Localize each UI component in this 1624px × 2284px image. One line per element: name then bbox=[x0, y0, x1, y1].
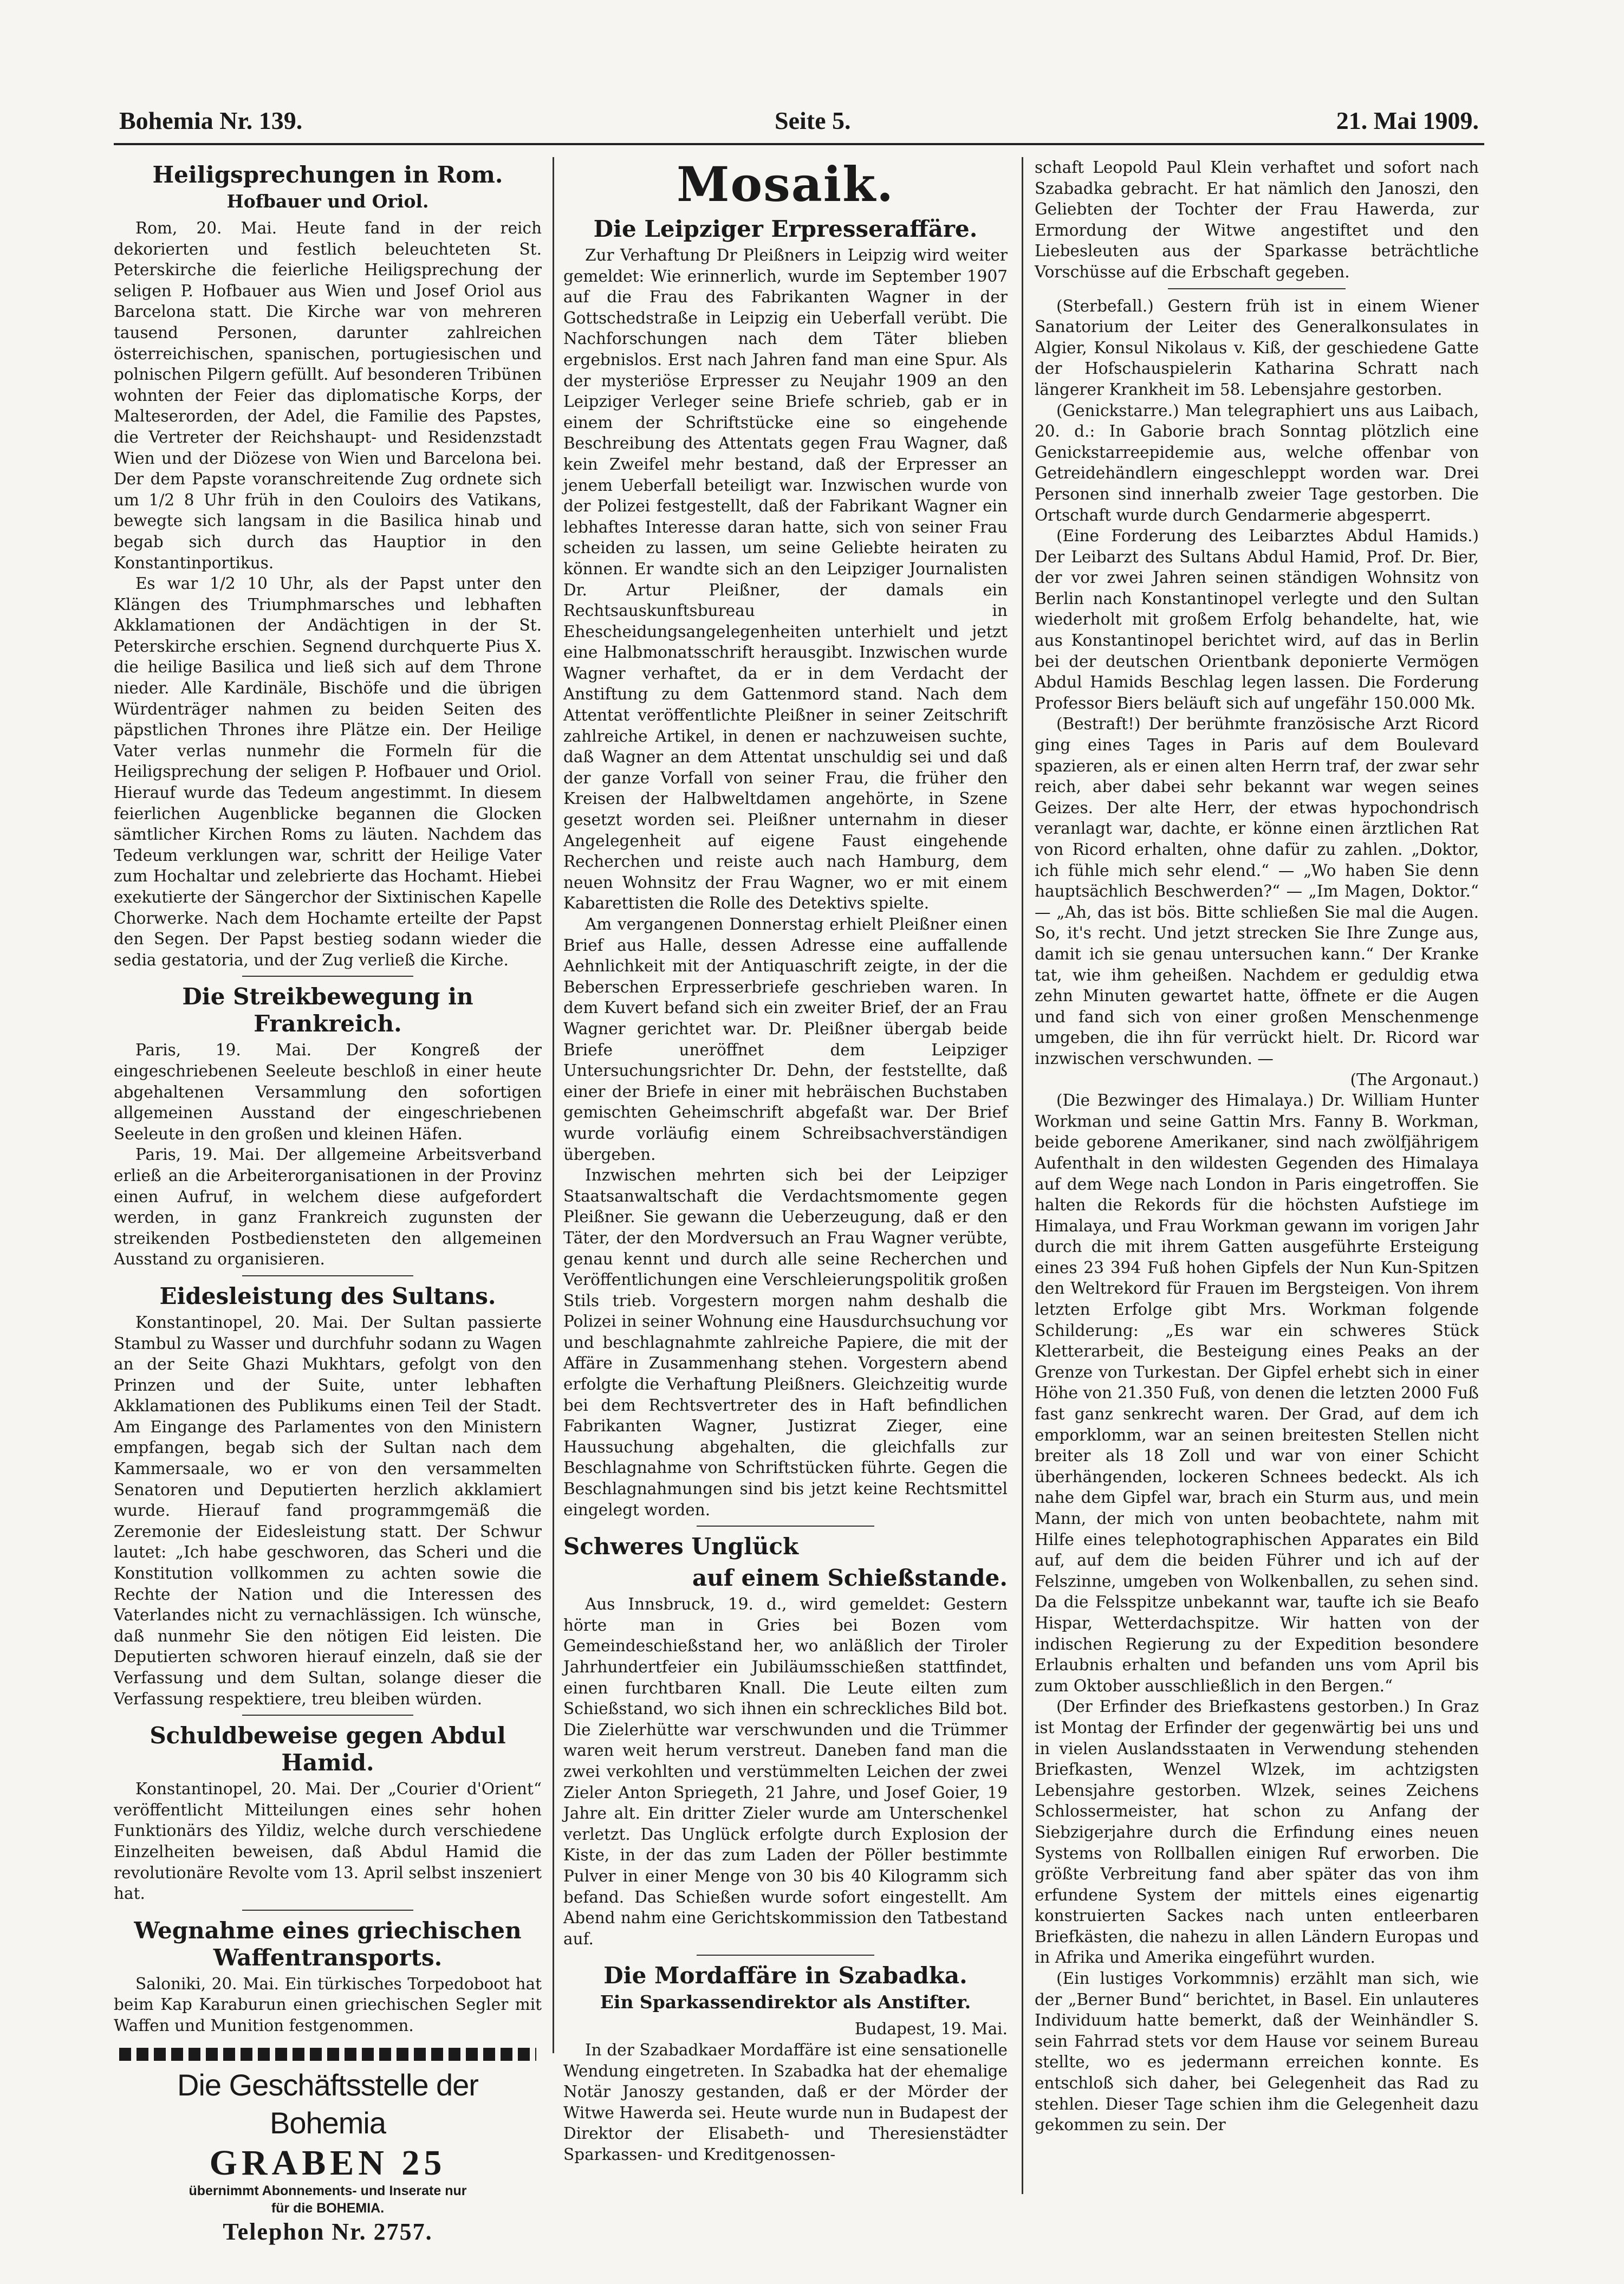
ad-phone: Telephon Nr. 2757. bbox=[223, 2218, 433, 2245]
article-paragraph: Konstantinopel, 20. Mai. Der „Courier d'Orient“ veröffentlicht Mitteilungen eines sehr hohen Funktionärs des Yildiz, welche durch verschiedene Einzelheiten beweisen, daß Abdul Hamid die revolutionäre Revolte vom 13. April selbst inszeniert hat. bbox=[114, 1780, 542, 1903]
masthead-rule bbox=[114, 143, 1484, 145]
article-paragraph: (Bestraft!) Der berühmte französische Arzt Ricord ging eines Tages in Paris auf dem Boulevard spazieren, als er einen alten Herrn traf, der zwar sehr reich, aber dabei sehr bekannt war wegen seines Geizes. Der alte Herr, der etwas hypochondrisch veranlagt war, dachte, er könne einen ärztlichen Rat von Ricord erhalten, ohne dafür zu zahlen. „Doktor, ich fühle mich sehr elend.“ — „Wo haben Sie denn hauptsächlich Beschwerden?“ — „Im Magen, Doktor.“ — „Ah, das ist bös. Bitte schließen Sie mal die Augen. So, it's recht. Und jetzt strecken Sie Ihre Zunge aus, damit ich sie genau untersuchen kann.“ Der Kranke tat, wie ihm geheißen. Nachdem er geduldig etwa zehn Minuten gewartet hatte, öffnete er die Augen und fand sich von einer großen Menschenmenge umgeben, die ihn für verrückt hielt. Dr. Ricord war inzwischen verschwunden. — bbox=[1035, 715, 1479, 1068]
headline-schweres-unglueck: Schweres Unglück bbox=[563, 1533, 799, 1560]
divider bbox=[242, 1275, 413, 1276]
article-paragraph: Am vergangenen Donnerstag erhielt Pleißner einen Brief aus Halle, dessen Adresse eine auffallende Aehnlichkeit mit der Antiquaschrift zeigte, in der die Beberschen Erpresserbriefe geschrieben waren. In dem Kuvert befand sich ein zweiter Brief, der an Frau Wagner gerichtet war. Dr. Pleißner übergab beide Briefe uneröffnet dem Leipziger Untersuchungsrichter Dr. Dehn, der feststellte, daß einer der Briefe in einer mit hebräischen Buchstaben gemischten Geheimschrift abgefaßt war. Der Brief wurde vorläufig einem Schreibsachverständigen übergeben. bbox=[563, 915, 1008, 1164]
column-2 bbox=[563, 157, 1008, 2165]
article-paragraph: Paris, 19. Mai. Der Kongreß der eingeschriebenen Seeleute beschloß in einer heute abgehaltenen Versammlung den sofortigen allgemeinen Ausstand der eingeschriebenen Seeleute in den großen und kleinen Häfen. bbox=[114, 1041, 542, 1143]
ad-text-line-1: übernimmt Abonnements- und Inserate nur bbox=[189, 2183, 467, 2198]
subheadline-hofbauer: Hofbauer und Oriol. bbox=[226, 191, 429, 212]
divider bbox=[242, 1910, 413, 1911]
article-paragraph: (Der Erfinder des Briefkastens gestorben.) In Graz ist Montag der Erfinder der gegenwärtig bei uns und in vielen Auslandsstaaten in Verwendung stehenden Briefkasten, Wenzel Wlzek, im achtzigsten Lebensjahre gestorben. Wlzek, seines Zeichens Schlossermeister, hat schon zu Anfang der Siebzigerjahre durch die Erfindung eines neuen Systems von Rollballen einigen Ruf erworben. Die größte Verbreitung fand aber später das von ihm erfundene System der mittels eines eigenartig konstruierten Sackes nach unten entleerbaren Briefkästen, die nahezu in allen Ländern Europas und in Afrika und Amerika eingeführt wurden. bbox=[1035, 1697, 1479, 1967]
article-paragraph: (Eine Forderung des Leibarztes Abdul Hamids.) Der Leibarzt des Sultans Abdul Hamid, Prof. Dr. Bier, der vor zwei Jahren seinen ständigen Wohnsitz von Berlin nach Konstantinopel verlegte und den Sultan wiederholt mit großem Erfolg behandelte, hat, wie aus Konstantinopel berichtet wird, auf das in Berlin bei der deutschen Orientbank deponierte Vermögen Abdul Hamids Beschlag legen lassen. Die Forderung Professor Biers beläuft sich auf ungefähr 150.000 Mk. bbox=[1035, 527, 1479, 712]
section-title-mosaik: Mosaik. bbox=[677, 156, 894, 212]
divider bbox=[242, 976, 413, 977]
ad-text-line-2: für die BOHEMIA. bbox=[271, 2201, 385, 2216]
divider bbox=[242, 1715, 413, 1716]
article-paragraph: Inzwischen mehrten sich bei der Leipziger Staatsanwaltschaft die Verdachtsmomente gegen Pleißner. Sie gewann die Ueberzeugung, daß er den Täter, der den Mordversuch an Frau Wagner verübte, genau kennt und durch alle seine Recherchen und Veröffentlichungen eine Verschleierungspolitik großen Stils trieb. Vorgestern morgen nahm deshalb die Polizei in seiner Wohnung eine Hausdurchsuchung vor und beschlagnahmte zahlreiche Papiere, die mit der Affäre in Zusammenhang stehen. Vorgestern abend erfolgte die Verhaftung Pleißners. Gleichzeitig wurde bei dem Rechtsvertreter des in Haft befindlichen Fabrikanten Wagner, Justizrat Zieger, eine Haussuchung abgehalten, die gleichfalls zur Beschlagnahme von Schriftstücken führte. Gegen die Beschlagnahmungen sind bis jetzt keine Rechtsmittel eingelegt worden. bbox=[563, 1166, 1008, 1519]
article-paragraph: Paris, 19. Mai. Der allgemeine Arbeitsverband erließ an die Arbeiterorganisationen in der Provinz einen Aufruf, in welchem diese aufgefordert werden, in ganz Frankreich zugunsten der streikenden Postbediensteten den allgemeinen Ausstand zu organisieren. bbox=[114, 1145, 542, 1269]
headline-eidesleistung: Eidesleistung des Sultans. bbox=[159, 1282, 496, 1309]
column-3 bbox=[1035, 157, 1479, 2136]
column-1 bbox=[114, 157, 542, 2036]
article-paragraph: Konstantinopel, 20. Mai. Der Sultan passierte Stambul zu Wasser und durchfuhr sodann zu Wagen an der Seite Ghazi Mukhtars, gefolgt von den Prinzen und der Suite, unter lebhaften Akklamationen des Publikums einen Teil der Stadt. Am Eingange des Parlamentes von den Ministern empfangen, begab sich der Sultan nach dem Kammersaale, wo er von den versammelten Senatoren und Deputierten herzlich akklamiert wurde. Hierauf fand programmgemäß die Zeremonie der Eidesleistung statt. Der Schwur lautet: „Ich habe geschworen, das Scheri und die Konstitution vollkommen zu achten sowie die Rechte der Nation und die Interessen des Vaterlandes nicht zu vernachlässigen. Ich wünsche, daß nunmehr Sie den nötigen Eid leisten. Die Deputierten schworen hierauf einzeln, daß sie der Verfassung und dem Sultan, solange dieser die Verfassung respektiere, treu bleiben würden. bbox=[114, 1313, 542, 1708]
newspaper-page bbox=[114, 98, 1484, 2243]
dateline: Budapest, 19. Mai. bbox=[854, 2020, 1008, 2039]
masthead-date: 21. Mai 1909. bbox=[1336, 107, 1479, 134]
article-paragraph: Zur Verhaftung Dr Pleißners in Leipzig wird weiter gemeldet: Wie erinnerlich, wurde im September 1907 auf die Frau des Fabrikanten Wagner in der Gottschedstraße in Leipzig ein Ueberfall verübt. Die Nachforschungen nach dem Täter blieben ergebnislos. Erst nach Jahren fand man eine Spur. Als der mysteriöse Erpresser zu Neujahr 1909 an den Leipziger Verleger seine Briefe schrieb, gab er in einem der Schriftstücke eine so eingehende Beschreibung des Attentats gegen Frau Wagner, daß kein Zweifel mehr bestand, daß der Erpresser an jenem Ueberfall beteiligt war. Inzwischen wurde von der Polizei festgestellt, daß der Fabrikant Wagner ein lebhaftes Interesse daran hatte, sich von seiner Frau scheiden zu lassen, um seine Geliebte heiraten zu können. Er wandte sich an den Leipziger Journalisten Dr. Artur Pleißner, der damals ein Rechtsauskunftsbureau in Ehescheidungsangelegenheiten unterhielt und jetzt eine Halbmonatsschrift herausgibt. Inzwischen wurde Wagner verhaftet, da er in dem Verdacht der Anstiftung zu dem Gattenmord stand. Nach dem Attentat veröffentlichte Pleißner in seiner Zeitschrift zahlreiche Artikel, in denen er nachzuweisen suchte, daß Wagner an dem Attentat unschuldig sei und daß der ganze Vorfall von seiner Frau, die früher den Kreisen der Halbweltdamen angehörte, in Szene gesetzt worden sei. Pleißner unternahm in dieser Angelegenheit auf eigene Faust eingehende Recherchen und reiste auch nach Hamburg, dem neuen Wohnsitz der Frau Wagner, wo er mit einem Kabarettisten die Rolle des Detektivs spielte. bbox=[563, 246, 1008, 913]
masthead-issue: Bohemia Nr. 139. bbox=[119, 107, 303, 134]
divider bbox=[1168, 288, 1346, 289]
column-rule-2 bbox=[1022, 157, 1023, 2194]
article-paragraph: Saloniki, 20. Mai. Ein türkisches Torpedoboot hat beim Kap Karaburun einen griechischen Segler mit Waffen und Munition festgenommen. bbox=[114, 1974, 542, 2035]
headline-schuldbeweise: Schuldbeweise gegen Abdul Hamid. bbox=[150, 1722, 506, 1776]
ad-border-top bbox=[119, 2048, 536, 2061]
article-paragraph: schaft Leopold Paul Klein verhaftet und sofort nach Szabadka gebracht. Er hat nämlich den Janoszi, den Geliebten der Tochter der Frau Hawerda, zur Ermordung der Witwe angestiftet und den Liebesleuten aus der Sparkasse beträchtliche Vorschüsse auf die Erbschaft gegeben. bbox=[1035, 158, 1479, 281]
article-paragraph: In der Szabadkaer Mordaffäre ist eine sensationelle Wendung eingetreten. In Szabadka hat der ehemalige Notär Janoszy gestanden, daß er der Mörder der Witwe Hawerda sei. Heute wurde nun in Budapest der Direktor der Elisabeth- und Theresienstädter Sparkassen- und Kreditgenossen- bbox=[563, 2040, 1008, 2164]
headline-leipziger-erpresseraffaere: Die Leipziger Erpresseraffäre. bbox=[593, 216, 978, 242]
headline-waffentransport: Wegnahme eines griechischen Waffentransports. bbox=[134, 1917, 522, 1971]
headline-heiligsprechungen: Heiligsprechungen in Rom. bbox=[152, 161, 503, 188]
advertisement-box bbox=[119, 2048, 536, 2248]
column-rule-1 bbox=[553, 157, 554, 2053]
subheadline-sparkassendirektor: Ein Sparkassendirektor als Anstifter. bbox=[600, 1991, 971, 2013]
divider bbox=[697, 1955, 874, 1956]
headline-schiessstand: auf einem Schießstande. bbox=[692, 1565, 1008, 1592]
article-source: (The Argonaut.) bbox=[1350, 1070, 1479, 1089]
article-paragraph: (Ein lustiges Vorkommnis) erzählt man sich, wie der „Berner Bund“ berichtet, in Basel. Ein unlauteres Individuum hatte bemerkt, daß der Weinhändler S. sein Fahrrad stets vor dem Hause vor seinem Bureau stellte, wo es jedermann erreichen konnte. Es entschloß sich daher, bei Gelegenheit das Rad zu stehlen. Dieser Tage schien ihm die Gelegenheit dazu gekommen zu sein. Der bbox=[1035, 1969, 1479, 2134]
masthead-page-number: Seite 5. bbox=[775, 107, 851, 134]
ad-address: GRABEN 25 bbox=[209, 2143, 446, 2183]
article-paragraph: (Genickstarre.) Man telegraphiert uns aus Laibach, 20. d.: In Gaborie brach Sonntag plötzlich eine Genickstarreepidemie aus, welche offenbar von Getreidehändlern eingeschleppt worden war. Drei Personen sind innerhalb zweier Tage gestorben. Die Ortschaft wurde durch Gendarmerie abgesperrt. bbox=[1035, 401, 1479, 524]
headline-mordaffaere-szabadka: Die Mordaffäre in Szabadka. bbox=[603, 1962, 967, 1989]
headline-streikbewegung: Die Streikbewegung in Frankreich. bbox=[182, 983, 473, 1037]
article-paragraph: Aus Innsbruck, 19. d., wird gemeldet: Gestern hörte man in Gries bei Bozen vom Gemeindeschießstand her, wo anläßlich der Tiroler Jahrhundertfeier ein Jubiläumsschießen stattfindet, einen furchtbaren Knall. Die Leute eilten zum Schießstand, wo sich ihnen ein schreckliches Bild bot. Die Zielerhütte war verschwunden und die Trümmer waren weit herum verstreut. Daneben fand man die zwei verkohlten und verstümmelten Leichen der zwei Zieler Anton Spriegeth, 21 Jahre, und Josef Goier, 19 Jahre alt. Ein dritter Zieler wurde am Unterschenkel verletzt. Das Unglück erfolgte durch Explosion der Kiste, in der das zum Laden der Pöller bestimmte Pulver in einer Menge von 30 bis 40 Kilogramm sich befand. Das Schießen wurde sofort eingestellt. Am Abend nahm eine Gerichtskommission den Tatbestand auf. bbox=[563, 1595, 1008, 1948]
article-paragraph: Es war 1/2 10 Uhr, als der Papst unter den Klängen des Triumphmarsches und lebhaften Akklamationen der Andächtigen in der St. Peterskirche erschien. Segnend durchquerte Pius X. die heilige Basilica und ließ sich auf dem Throne nieder. Alle Kardinäle, Bischöfe und die übrigen Würdenträger nahmen zu beiden Seiten des päpstlichen Thrones ihre Plätze ein. Der Heilige Vater verlas nunmehr die Formeln für die Heiligsprechung der seligen P. Hofbauer und Oriol. Hierauf wurde das Tedeum angestimmt. In diesem feierlichen Augenblicke begannen die Glocken sämtlicher Kirchen Roms zu läuten. Nachdem das Tedeum verklungen war, schritt der Heilige Vater zum Hochaltar und zelebrierte das Hochamt. Hiebei exekutierte der Sängerchor der Sixtinischen Kapelle Chorwerke. Nach dem Hochamte erteilte der Papst den Segen. Der Papst bestieg sodann wieder die sedia gestatoria, und der Zug verließ die Kirche. bbox=[114, 574, 542, 969]
masthead bbox=[114, 102, 1484, 140]
ad-title: Die Geschäftsstelle der Bohemia bbox=[177, 2068, 478, 2140]
article-paragraph: (Die Bezwinger des Himalaya.) Dr. William Hunter Workman und seine Gattin Mrs. Fanny B. Workman, beide geborene Amerikaner, sind nach zwölfjährigem Aufenthalt in den wildesten Gegenden des Himalaya auf dem Wege nach London in Paris eingetroffen. Sie halten die Rekords für die höchsten Aufstiege im Himalaya, und Frau Workman gewann im vorigen Jahr durch die mit ihrem Gatten ausgeführte Ersteigung eines 23 394 Fuß hohen Gipfels der Nun Kun-Spitzen den Weltrekord für Frauen im Bergsteigen. Von ihrem letzten Erfolge gibt Mrs. Workman folgende Schilderung: „Es war ein schweres Stück Kletterarbeit, die Besteigung eines Peaks an der Grenze von Turkestan. Der Gipfel erhebt sich in einer Höhe von 21.350 Fuß, von denen die letzten 2000 Fuß fast ganz senkrecht waren. Der Grad, auf dem ich emporklomm, war an seinen breitesten Stellen nicht breiter als 18 Zoll und war von einer Schicht überhängenden, lockeren Schnees bedeckt. Als ich nahe dem Gipfel war, brach ein Sturm aus, und mein Mann, der mich von unten beobachtete, nahm mit Hilfe eines telephotographischen Apparates ein Bild auf, auf dem die beiden Führer und ich auf der Felszinne, umgeben von Wolkenballen, zu sehen sind. Da die Felsspitze unbekannt war, taufte ich sie Beafo Hispar, Wetterdachspitze. Wir hatten von der indischen Regierung zu der Expedition besondere Erlaubnis erhalten und befanden uns vom April bis zum Oktober ausschließlich in den Bergen.“ bbox=[1035, 1091, 1479, 1695]
article-paragraph: (Sterbefall.) Gestern früh ist in einem Wiener Sanatorium der Leiter des Generalkonsulates in Algier, Konsul Nikolaus v. Kiß, der geschiedene Gatte der Hofschauspielerin Katharina Schratt nach längerer Krankheit im 58. Lebensjahre gestorben. bbox=[1035, 296, 1479, 399]
divider bbox=[697, 1526, 874, 1527]
article-paragraph: Rom, 20. Mai. Heute fand in der reich dekorierten und festlich beleuchteten St. Peterskirche die feierliche Heiligsprechung der seligen P. Hofbauer aus Wien und Josef Oriol aus Barcelona statt. Die Kirche war von mehreren tausend Personen, darunter zahlreichen österreichischen, spanischen, portugiesischen und polnischen Pilgern gefüllt. Auf besonderen Tribünen wohnten der Feier das diplomatische Korps, der Malteserorden, der Adel, die Familie des Papstes, die Vertreter der Reichshaupt- und Residenzstadt Wien und der Diözese von Wien und Barcelona bei. Der dem Papste voranschreitende Zug ordnete sich um 1/2 8 Uhr früh in den Couloirs des Vatikans, bewegte sich langsam in die Basilica hinab und begab sich durch das Hauptior in den Konstantinportikus. bbox=[114, 219, 542, 572]
